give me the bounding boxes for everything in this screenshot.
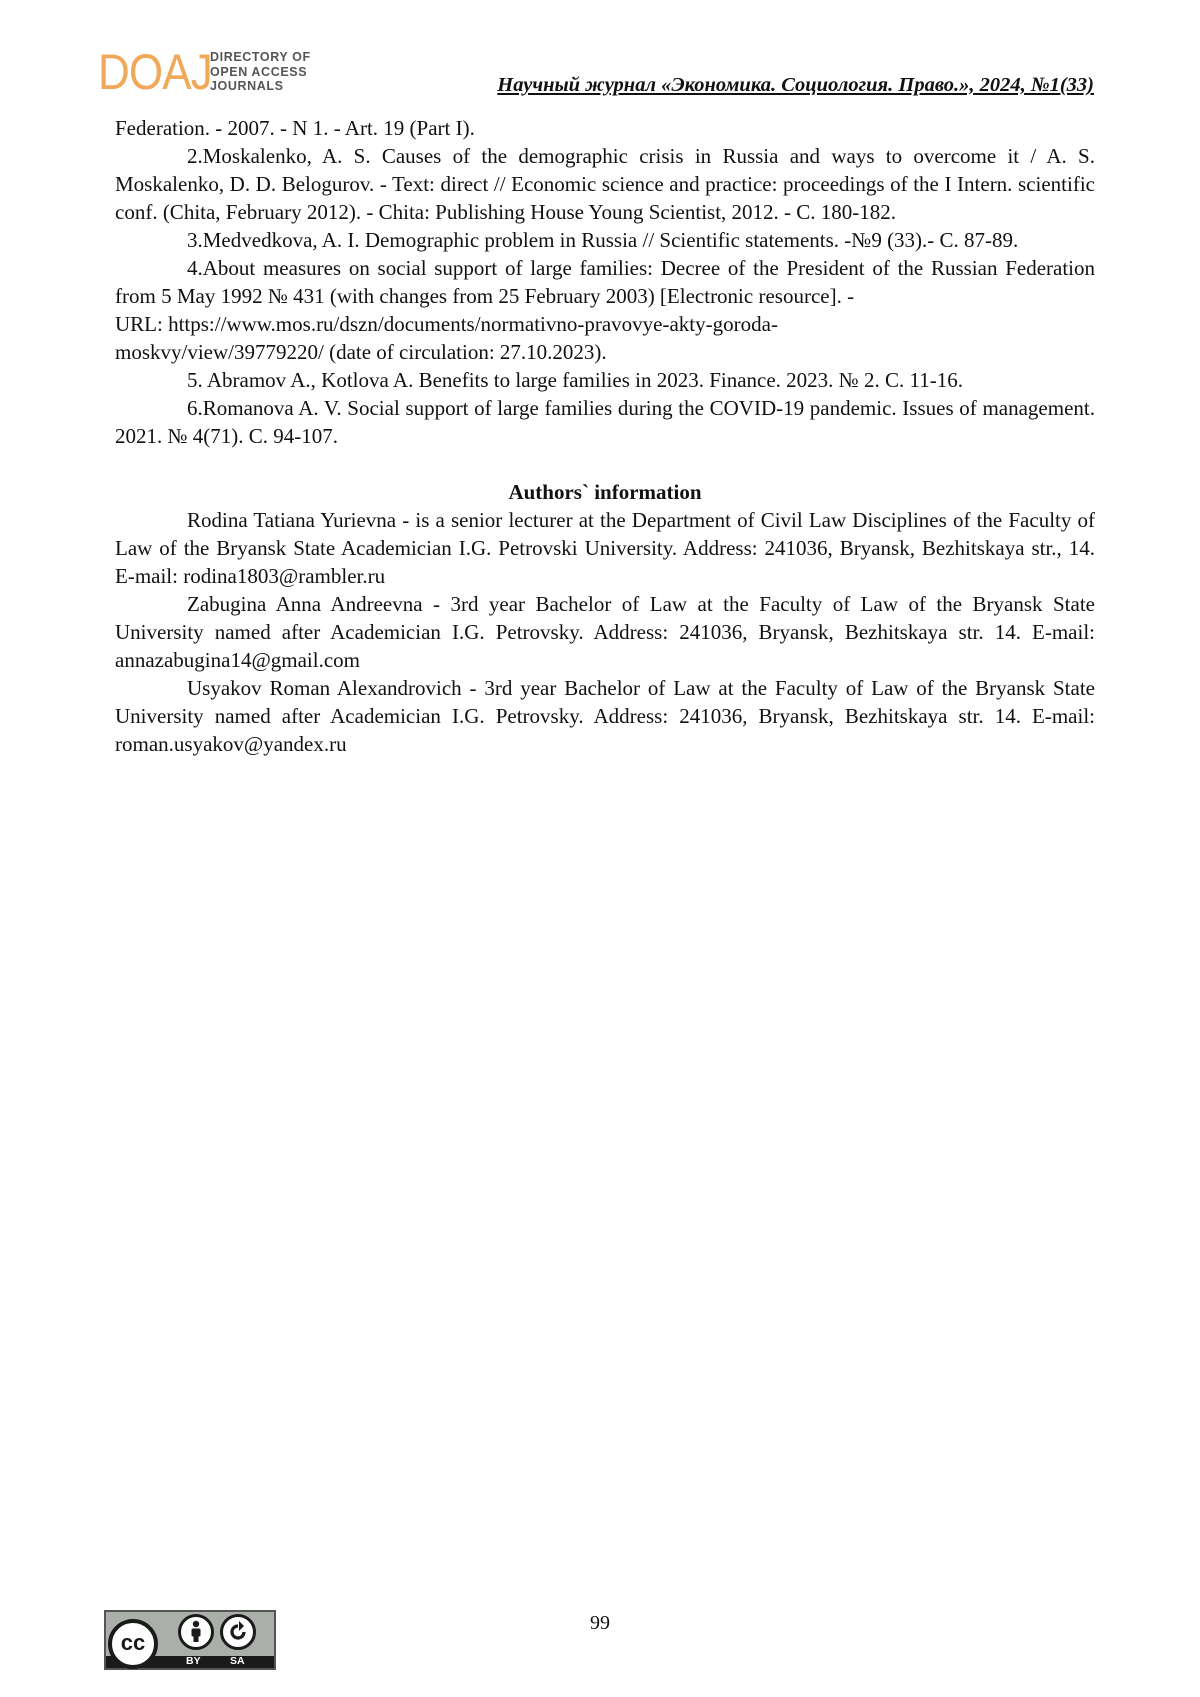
journal-header: Научный журнал «Экономика. Социология. Право.», 2024, №1(33)	[497, 74, 1094, 96]
reference-4-url-line-1[interactable]: URL: https://www.mos.ru/dszn/documents/normativno-pravovye-akty-goroda-	[115, 312, 778, 336]
authors-section-title: Authors` information	[508, 480, 702, 504]
cc-icon: cc	[108, 1619, 158, 1669]
logo-line-3: JOURNALS	[210, 79, 284, 93]
by-label: BY	[186, 1655, 201, 1667]
reference-3: 3.Medvedkova, A. I. Demographic problem in Russia // Scientific statements. -№9 (33).- С. 87-89.	[187, 228, 1019, 252]
reference-4-url-line-2: moskvy/view/39779220/ (date of circulation: 27.10.2023).	[115, 340, 607, 364]
reference-5: 5. Abramov A., Kotlova A. Benefits to large families in 2023. Finance. 2023. № 2. С. 11-16.	[187, 368, 963, 392]
reference-6: 6.Romanova A. V. Social support of large families during the COVID-19 pandemic. Issues of management. 2021. № 4(71). С. 94-107.	[115, 396, 1095, 448]
page-number: 99	[590, 1612, 610, 1634]
sa-label: SA	[230, 1655, 245, 1667]
author-3-info: Usyakov Roman Alexandrovich - 3rd year Bachelor of Law at the Faculty of Law of the Bryansk State University named after Academician I.G. Petrovsky. Address: 241036, Bryansk, Bezhitskaya str. 14. E-mail: roman.usyakov@yandex.ru	[115, 676, 1095, 756]
page-content	[115, 114, 1095, 758]
reference-continuation: Federation. - 2007. - N 1. - Art. 19 (Part I).	[115, 116, 475, 140]
reference-4: 4.About measures on social support of large families: Decree of the President of the Russian Federation from 5 May 1992 № 431 (with changes from 25 February 2003) [Electronic resource]. -	[115, 256, 1095, 308]
logo-letters: DOAJ	[98, 44, 212, 100]
reference-2: 2.Moskalenko, A. S. Causes of the demographic crisis in Russia and ways to overcome it / A. S. Moskalenko, D. D. Belogurov. - Text: direct // Economic science and practice: proceedings of the I Intern. scientific conf. (Chita, February 2012). - Chita: Publishing House Young Scientist, 2012. - С. 180-182.	[115, 144, 1095, 224]
logo-line-1: DIRECTORY OF	[210, 50, 311, 64]
author-1-info: Rodina Tatiana Yurievna - is a senior lecturer at the Department of Civil Law Disciplines of the Faculty of Law of the Bryansk State Academician I.G. Petrovski University. Address: 241036, Bryansk, Bezhitskaya str., 14. E-mail: rodina1803@rambler.ru	[115, 508, 1095, 588]
logo-line-2: OPEN ACCESS	[210, 64, 308, 79]
doaj-logo	[98, 46, 338, 102]
logo-words	[210, 50, 311, 94]
author-2-info: Zabugina Anna Andreevna - 3rd year Bachelor of Law at the Faculty of Law of the Bryansk State University named after Academician I.G. Petrovsky. Address: 241036, Bryansk, Bezhitskaya str. 14. E-mail: annazabugina14@gmail.com	[115, 592, 1095, 672]
